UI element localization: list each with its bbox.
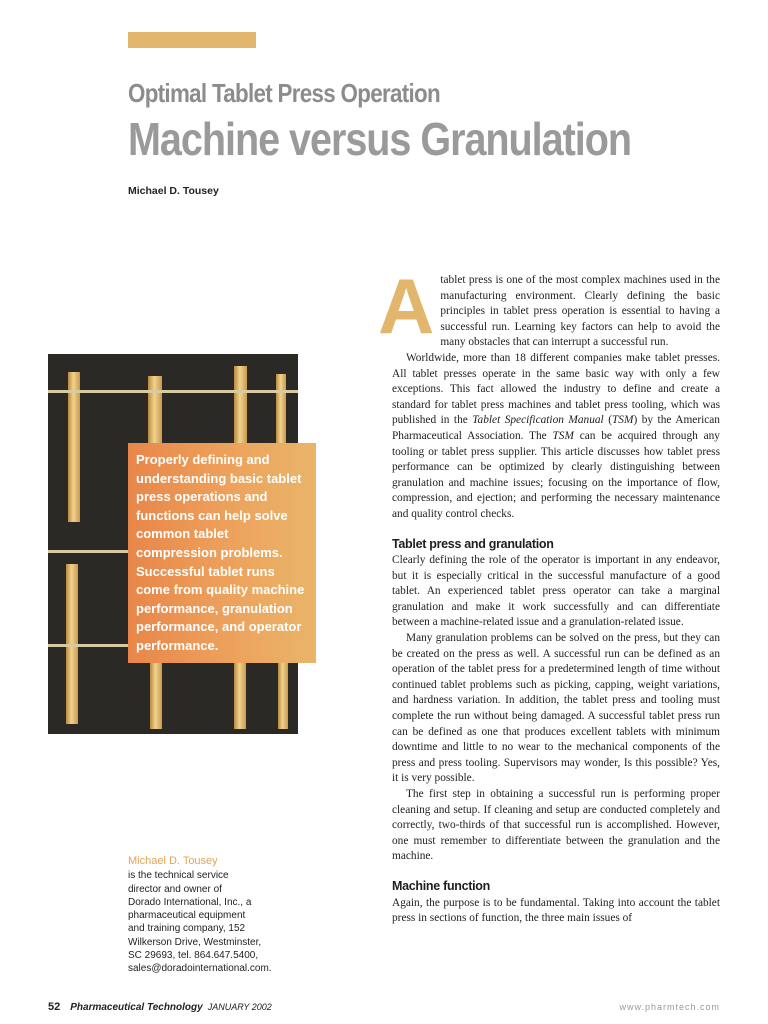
paragraph: Many granulation problems can be solved on the press, but they can be created on the press as well. A successful run can be defined as an operation of the tablet press for a predetermined length of time without continued tablet problems such as picking, capping, weight variations, and hardness variation. In addition, the tablet press and tooling must complete the run without being damaged. A successful tablet press run can be defined as one that produces excellent tablets with minimum downtime and little to no wear to the mechanical components of the press and press tooling. Supervisors may wonder, Is this possible? Yes, it is very possible.	[392, 632, 720, 785]
bio-line: SC 29693, tel. 864.647.5400,	[128, 950, 259, 962]
magazine-name: Pharmaceutical Technology	[70, 1002, 203, 1013]
pull-quote-text: Properly defining and understanding basic tablet press operations and functions can help solve common tablet compression problems. Successful tablet runs come from quality machine performance, granulation performance, and operator performance.	[136, 452, 305, 653]
punch-image-part	[150, 654, 162, 729]
tsm-abbrev: TSM	[612, 414, 634, 427]
article-body	[378, 262, 720, 927]
bio-line: pharmaceutical equipment	[128, 910, 246, 922]
drop-cap: A	[378, 262, 435, 350]
footer-url[interactable]: www.pharmtech.com	[619, 1002, 720, 1012]
folio	[48, 1001, 272, 1013]
paragraph-text: Worldwide, more than 18 different companies make tablet presses. All tablet presses operate in the same basic way with only a few exceptions. This fact allowed the industry to define and create a standard for tablet press machines and tablet press tooling, which was published in the	[392, 351, 720, 427]
lead-paragraph	[378, 262, 720, 351]
top-accent-bar	[128, 32, 256, 48]
punch-image-part	[278, 654, 288, 729]
author-bio	[128, 855, 298, 976]
page-number: 52	[48, 1001, 61, 1013]
lead-text: tablet press is one of the most complex machines used in the manufacturing environment. Clearly defining the basic principles in tablet press operation is essential to having a successful run. Learning key factors can help to avoid the many obstacles that can interrupt a successful run.	[440, 274, 720, 349]
section-heading: Machine function	[392, 878, 490, 893]
pull-quote-box	[128, 443, 316, 663]
punch-image-part	[234, 654, 246, 729]
bio-email: sales@doradointernational.com.	[128, 963, 272, 975]
article-kicker: Optimal Tablet Press Operation	[128, 78, 440, 108]
manual-title: Tablet Specification Manual	[472, 414, 604, 427]
bio-line: director and owner of	[128, 883, 222, 895]
bio-name: Michael D. Tousey	[128, 855, 218, 867]
issue-date: JANUARY 2002	[207, 1002, 272, 1012]
section-heading: Tablet press and granulation	[392, 536, 554, 551]
paragraph-text: can be acquired through any tooling or tablet press supplier. This article discusses how tablet press performance can be optimized by clearly distinguishing between granulation and machine issues; focusing on the importance of flow, compression, and ejection; and performing the necessary maintenance and quality control checks.	[392, 429, 720, 520]
paragraph	[392, 351, 720, 523]
tsm-abbrev: TSM	[552, 429, 574, 442]
paragraph: Clearly defining the role of the operator is important in any endeavor, but it is especially critical in the successful manufacture of a good tablet. An experienced tablet press operator can take a marginal granulation and make it work successfully and can differentiate between a machine-related issue and a granulation-related issue.	[392, 554, 720, 629]
paragraph: Again, the purpose is to be fundamental. Taking into account the tablet press in sections of function, the three main issues of	[392, 896, 720, 925]
rail-image-part	[48, 390, 298, 393]
bio-line: and training company, 152	[128, 923, 246, 935]
paragraph-text: ) by the American Pharmaceutical Association. The	[392, 414, 720, 442]
article-headline: Machine versus Granulation	[128, 113, 631, 165]
byline: Michael D. Tousey	[128, 185, 219, 197]
bio-line: is the technical service	[128, 870, 229, 882]
punch-image-part	[68, 372, 80, 522]
paragraph-text: (	[603, 414, 612, 427]
bio-line: Dorado International, Inc., a	[128, 896, 252, 908]
paragraph: The first step in obtaining a successful run is performing proper cleaning and setup. If cleaning and setup are conducted completely and correctly, two-thirds of that successful run is accomplished. However, one must remember to differentiate between the granulation and the machine.	[392, 788, 720, 863]
bio-line: Wilkerson Drive, Westminster,	[128, 936, 262, 948]
